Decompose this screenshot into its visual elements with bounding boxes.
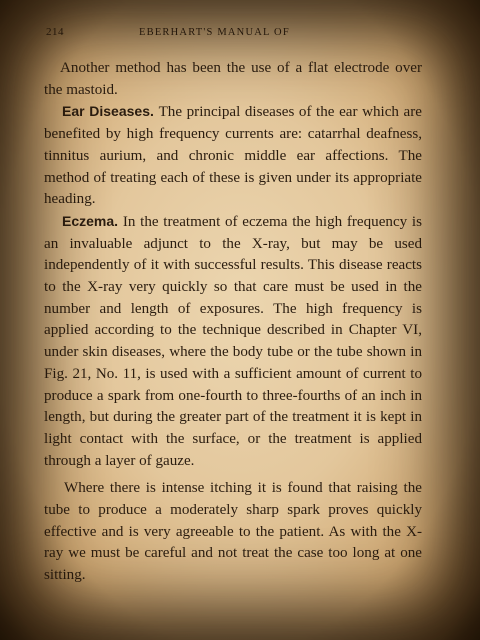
paragraph-text: The principal diseases of the ear which are benefited by high frequency currents are: catarrhal deafness, tinnitus aurium, and chronic middle ear affections. The method of treating each of these is given under its appropriate heading.: [44, 104, 422, 208]
paragraph-ear-diseases: [44, 101, 422, 211]
paragraph-mastoid: [44, 58, 422, 101]
section-heading-ear-diseases: Ear Diseases.: [62, 103, 159, 120]
paragraph-text: Where there is intense itching it is found that raising the tube to produce a moderately sharp spark proves quickly effective and is very agreeable to the patient. As with the X-ray we must be careful and not treat the case too long at one sitting.: [44, 480, 422, 584]
section-heading-eczema: Eczema.: [62, 212, 123, 229]
paragraph-text: In the treatment of eczema the high frequency is an invaluable adjunct to the X-ray, but may be used independently of it with successful results. This disease reacts to the X-ray very quickly so that care must be used in the number and length of exposures. The high frequency is applied according to the technique described in Chapter VI, under skin diseases, where the body tube or the tube shown in Fig. 21, No. 11, is used with a sufficient amount of current to produce a spark from one-fourth to three-fourths of an inch in length, but during the greater part of the treatment it is kept in light contact with the surface, or the treatment is applied through a layer of gauze.: [44, 213, 422, 469]
paragraph-eczema: [44, 211, 422, 472]
running-head-title: EBERHART'S MANUAL OF: [139, 27, 290, 38]
page-number: 214: [46, 26, 64, 38]
paragraph-itching: [44, 478, 422, 587]
running-head: [44, 24, 424, 44]
body-text: [44, 58, 422, 587]
book-page: [44, 24, 424, 628]
paragraph-text: Another method has been the use of a flat electrode over the mastoid.: [44, 60, 422, 98]
